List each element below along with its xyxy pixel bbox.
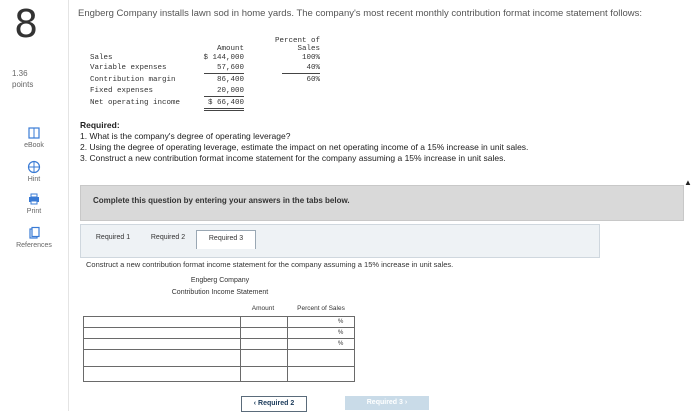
hint-button[interactable] (6, 160, 62, 183)
question-number: 8 (14, 2, 39, 46)
row-percent-variable: 40% (306, 64, 320, 72)
instruction-box (80, 185, 684, 221)
book-icon (27, 126, 41, 140)
answer-col-amount: Amount (251, 305, 275, 312)
prev-label: Required 2 (258, 400, 295, 407)
next-button[interactable] (345, 396, 429, 410)
underline-fixed (204, 96, 244, 97)
answer-amount-cell[interactable] (240, 366, 288, 382)
row-amount-noi: $ 66,400 (207, 99, 244, 107)
row-label-sales: Sales (90, 54, 113, 62)
required-item-3: 3. Construct a new contribution format income statement for the company assuming a 15% increase in unit sales. (80, 153, 506, 163)
references-button[interactable] (6, 226, 62, 249)
answer-percent-cell[interactable] (287, 349, 355, 367)
required-item-2: 2. Using the degree of operating leverage, estimate the impact on net operating income of a 15% increase in unit sales. (80, 142, 529, 152)
row-amount-variable: 57,600 (216, 64, 244, 72)
required-heading: Required: (80, 120, 120, 130)
row-label-fixed: Fixed expenses (90, 87, 154, 95)
ebook-label: eBook (24, 142, 44, 149)
answer-grid (83, 316, 355, 384)
question-text: Engberg Company installs lawn sod in home yards. The company's most recent monthly contribution format income statement follows: (78, 8, 642, 19)
statement-title: Contribution Income Statement (171, 289, 269, 296)
chevron-right-icon: › (404, 399, 408, 406)
answer-percent-cell[interactable] (287, 366, 355, 382)
row-amount-cm: 86,400 (216, 76, 244, 84)
answer-col-percent: Percent of Sales (297, 305, 345, 312)
row-label-variable: Variable expenses (90, 64, 167, 72)
answer-amount-cell[interactable] (240, 349, 288, 367)
company-name: Engberg Company (190, 277, 250, 284)
print-label: Print (26, 208, 42, 215)
col-amount-header: Amount (216, 45, 244, 53)
points-label: points (12, 80, 34, 89)
cursor-icon: ▲ (684, 178, 692, 187)
row-label-cm: Contribution margin (90, 76, 176, 84)
required-item-1: 1. What is the company's degree of operating leverage? (80, 131, 291, 141)
percent-symbol: % (338, 319, 344, 325)
percent-symbol: % (338, 330, 344, 336)
points-box (12, 68, 33, 90)
row-label-noi: Net operating income (90, 99, 181, 107)
row-amount-fixed: 20,000 (216, 87, 244, 95)
tab-required-2[interactable]: Required 2 (150, 234, 186, 241)
double-underline-1 (204, 108, 244, 109)
col-percent-header-2: Sales (297, 45, 320, 53)
underline-amount (204, 73, 244, 74)
instruction-text: Complete this question by entering your answers in the tabs below. (93, 196, 350, 205)
references-icon (27, 226, 41, 240)
construct-instruction: Construct a new contribution format income statement for the company assuming a 15% increase in unit sales. (86, 260, 454, 269)
row-percent-sales: 100% (301, 54, 320, 62)
hint-icon (27, 160, 41, 174)
answer-label-cell[interactable] (83, 366, 241, 382)
row-percent-cm: 60% (306, 76, 320, 84)
printer-icon (27, 192, 41, 206)
underline-percent (282, 73, 320, 74)
ebook-button[interactable] (6, 126, 62, 149)
points-value: 1.36 (12, 69, 28, 78)
answer-label-cell[interactable] (83, 349, 241, 367)
print-button[interactable] (6, 192, 62, 215)
next-label: Required 3 (366, 399, 403, 406)
col-percent-header-1: Percent of (274, 37, 320, 45)
double-underline-2 (204, 110, 244, 111)
row-amount-sales: $ 144,000 (203, 54, 244, 62)
chevron-left-icon: ‹ (253, 400, 257, 407)
tab-required-1[interactable]: Required 1 (95, 234, 131, 241)
percent-symbol: % (338, 341, 344, 347)
prev-button[interactable] (241, 396, 307, 412)
tab-required-3[interactable]: Required 3 (196, 230, 256, 249)
references-label: References (16, 242, 52, 249)
hint-label: Hint (27, 176, 41, 183)
